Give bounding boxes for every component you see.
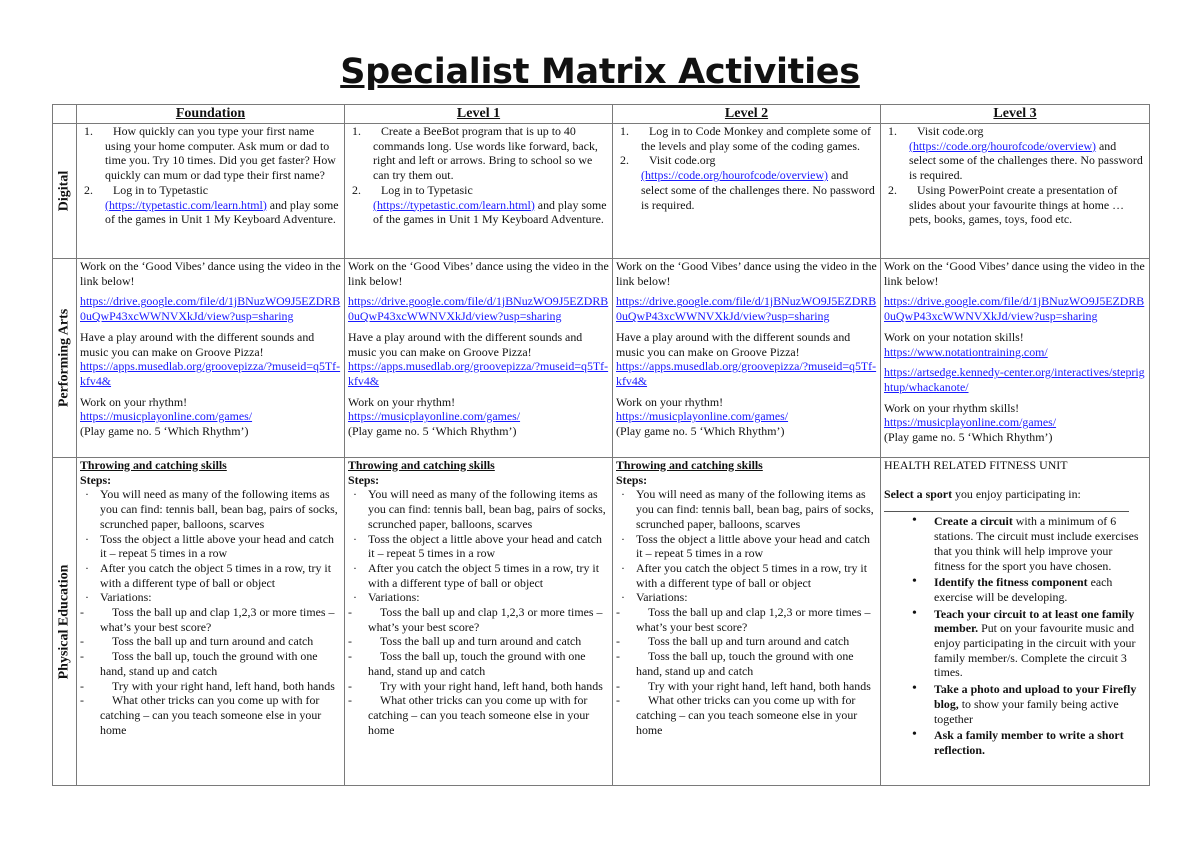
arts-level-1: Work on the ‘Good Vibes’ dance using the video in the link below! https://drive.google.com/file/d/1jBNuzWO9J5EZDRB0uQwP43xcWWNVXkJd/view?usp=sharing Have a play around with the different sounds and music you can make on Groove Pizza! https://apps.musedlab.org/groovepizza/?museid=q5Tf-kfv4& Work on your rhythm! https://musicplayonline.com/games/ (Play game no. 5 ‘Which Rhythm’) bbox=[345, 259, 613, 458]
list-item: - Try with your right hand, left hand, both hands bbox=[348, 678, 603, 693]
corner-cell bbox=[53, 105, 77, 124]
code-org-link[interactable]: (https://code.org/hourofcode/overview) bbox=[641, 168, 829, 183]
list-item: - Try with your right hand, left hand, both hands bbox=[80, 678, 335, 693]
list-item: · Variations: bbox=[85, 590, 152, 605]
list-item: · Toss the object a little above your head and catch it – repeat 5 times in a row bbox=[621, 531, 870, 561]
list-item: · After you catch the object 5 times in a row, try it with a different type of ball or object bbox=[85, 560, 332, 590]
pe-level-3: HEALTH RELATED FITNESS UNIT Select a sport you enjoy participating in: • Create a circuit with a minimum of 6 stations. The circuit must include exercises that you think will help improve your fitness for the sport you have chosen. • Identify the fitness component each exercise will be developing. • Teach your circuit to at least one family member. Put on your favourite music and enjoy participating in the circuit with your family member/s. Complete the circuit 3 times. • Take a photo and upload to your Firefly blog, to show your family being active together • Ask a family member to write a short reflection. bbox=[881, 458, 1150, 786]
list-item: · You will need as many of the following items as you can find: tennis ball, bean bag, pairs of socks, scrunched paper, balloons, scarves bbox=[621, 487, 874, 531]
digital-level-1: 1. Create a BeeBot program that is up to 40 commands long. Use words like forward, back, right and left or arrows. Bring to school so we can try them out. 2. Log in to Typetasic (https://typetastic.com/learn.html) and play some of the games in Unit 1 My Keyboard Adventure. bbox=[345, 124, 613, 259]
row-header-performing-arts: Performing Arts bbox=[53, 259, 77, 458]
digital-foundation: 1. How quickly can you type your first name using your home computer. Ask mum or dad to time you. Try 10 times. Did you get faster? How quickly can mum or dad type their first name? 2. Log in to Typetastic (https://typetastic.com/learn.html) and play some of the games in Unit 1 My Keyboard Adventure. bbox=[77, 124, 345, 259]
pe-foundation bbox=[77, 458, 345, 786]
arts-level-2: Work on the ‘Good Vibes’ dance using the video in the link below! https://drive.google.com/file/d/1jBNuzWO9J5EZDRB0uQwP43xcWWNVXkJd/view?usp=sharing Have a play around with the different sounds and music you can make on Groove Pizza! https://apps.musedlab.org/groovepizza/?museid=q5Tf-kfv4& Work on your rhythm! https://musicplayonline.com/games/ (Play game no. 5 ‘Which Rhythm’) bbox=[613, 259, 881, 458]
list-item: - Toss the ball up and turn around and catch bbox=[616, 634, 850, 649]
rhythm-games-link[interactable]: https://musicplayonline.com/games/ bbox=[80, 409, 253, 424]
activity-matrix bbox=[52, 104, 1150, 786]
digital-level-2: 1. Log in to Code Monkey and complete some of the levels and play some of the coding games. 2. Visit code.org (https://code.org/hourofcode/overview) and select some of the challenges there. No password is required. bbox=[613, 124, 881, 259]
notation-training-link[interactable]: https://www.notationtraining.com/ bbox=[884, 344, 1048, 359]
steps-label: Steps: bbox=[616, 472, 648, 487]
dance-video-link[interactable]: https://drive.google.com/file/d/1jBNuzWO9J5EZDRB0uQwP43xcWWNVXkJd/view?usp=sharing bbox=[616, 294, 877, 324]
list-item: - What other tricks can you come up with for catching – can you teach someone else in your home bbox=[80, 693, 322, 737]
pe-heading: Throwing and catching skills bbox=[80, 458, 227, 472]
rhythm-games-link[interactable]: https://musicplayonline.com/games/ bbox=[616, 409, 789, 424]
list-item: · Toss the object a little above your head and catch it – repeat 5 times in a row bbox=[85, 531, 334, 561]
list-item: • Take a photo and upload to your Firefly blog, to show your family being active together bbox=[934, 682, 1146, 726]
arts-foundation: Work on the ‘Good Vibes’ dance using the video in the link below! https://drive.google.com/file/d/1jBNuzWO9J5EZDRB0uQwP43xcWWNVXkJd/view?usp=sharing Have a play around with the different sounds and music you can make on Groove Pizza! https://apps.musedlab.org/groovepizza/?museid=q5Tf-kfv4& Work on your rhythm! https://musicplayonline.com/games/ (Play game no. 5 ‘Which Rhythm’) bbox=[77, 259, 345, 458]
list-item: · You will need as many of the following items as you can find: tennis ball, bean bag, pairs of socks, scrunched paper, balloons, scarves bbox=[353, 487, 606, 531]
typetastic-link[interactable]: (https://typetastic.com/learn.html) bbox=[373, 197, 535, 212]
dance-video-link[interactable]: https://drive.google.com/file/d/1jBNuzWO9J5EZDRB0uQwP43xcWWNVXkJd/view?usp=sharing bbox=[348, 294, 609, 324]
row-header-digital: Digital bbox=[53, 124, 77, 259]
list-item: - Toss the ball up and turn around and catch bbox=[348, 634, 582, 649]
list-item: · Variations: bbox=[621, 590, 688, 605]
steps-label: Steps: bbox=[348, 472, 380, 487]
pe-heading: Throwing and catching skills bbox=[348, 458, 495, 472]
column-header-level-3: Level 3 bbox=[881, 105, 1150, 124]
steps-label: Steps: bbox=[80, 472, 112, 487]
column-header-level-1: Level 1 bbox=[345, 105, 613, 124]
page-title: Specialist Matrix Activities bbox=[340, 52, 860, 92]
whackanote-link[interactable]: https://artsedge.kennedy-center.org/interactives/steprightup/whackanote/ bbox=[884, 365, 1145, 394]
list-item: · After you catch the object 5 times in a row, try it with a different type of ball or object bbox=[621, 560, 868, 590]
groove-pizza-link[interactable]: https://apps.musedlab.org/groovepizza/?museid=q5Tf-kfv4& bbox=[80, 359, 341, 388]
groove-pizza-link[interactable]: https://apps.musedlab.org/groovepizza/?museid=q5Tf-kfv4& bbox=[348, 359, 609, 388]
list-item: - Toss the ball up, touch the ground with one hand, stand up and catch bbox=[348, 649, 586, 678]
list-item: - Toss the ball up and clap 1,2,3 or more times – what’s your best score? bbox=[80, 605, 335, 634]
list-item: · Variations: bbox=[353, 590, 420, 605]
list-item: · You will need as many of the following items as you can find: tennis ball, bean bag, pairs of socks, scrunched paper, balloons, scarves bbox=[85, 487, 338, 531]
code-org-link[interactable]: (https://code.org/hourofcode/overview) bbox=[909, 138, 1097, 153]
arts-level-3: Work on the ‘Good Vibes’ dance using the video in the link below! https://drive.google.com/file/d/1jBNuzWO9J5EZDRB0uQwP43xcWWNVXkJd/view?usp=sharing Work on your notation skills! https://www.notationtraining.com/ https://artsedge.kennedy-center.org/interactives/steprightup/whackanote/ Work on your rhythm skills! https://musicplayonline.com/games/ (Play game no. 5 ‘Which Rhythm’) bbox=[881, 259, 1150, 458]
list-item: - Toss the ball up and clap 1,2,3 or more times – what’s your best score? bbox=[348, 605, 603, 634]
typetastic-link[interactable]: (https://typetastic.com/learn.html) bbox=[105, 197, 267, 212]
rhythm-games-link[interactable]: https://musicplayonline.com/games/ bbox=[884, 415, 1057, 430]
list-item: - Toss the ball up and clap 1,2,3 or more times – what’s your best score? bbox=[616, 605, 871, 634]
column-header-level-2: Level 2 bbox=[613, 105, 881, 124]
list-item: - Toss the ball up, touch the ground with one hand, stand up and catch bbox=[616, 649, 854, 678]
rhythm-games-link[interactable]: https://musicplayonline.com/games/ bbox=[348, 409, 521, 424]
list-item: • Teach your circuit to at least one family member. Put on your favourite music and enjoy participating in the circuit with your family member/s. Complete the circuit 3 times. bbox=[934, 607, 1146, 681]
list-item: - What other tricks can you come up with for catching – can you teach someone else in your home bbox=[348, 693, 590, 737]
row-header-physical-education: Physical Education bbox=[53, 458, 77, 786]
list-item: - Try with your right hand, left hand, both hands bbox=[616, 678, 871, 693]
pe-level-1 bbox=[345, 458, 613, 786]
fitness-unit-heading: HEALTH RELATED FITNESS UNIT bbox=[884, 458, 1068, 472]
list-item: • Create a circuit with a minimum of 6 stations. The circuit must include exercises that you think will help improve your fitness for the sport you have chosen. bbox=[934, 514, 1146, 573]
list-item: • Ask a family member to write a short reflection. bbox=[934, 728, 1146, 757]
list-item: - Toss the ball up, touch the ground with one hand, stand up and catch bbox=[80, 649, 318, 678]
list-item: · Toss the object a little above your head and catch it – repeat 5 times in a row bbox=[353, 531, 602, 561]
column-header-foundation: Foundation bbox=[77, 105, 345, 124]
groove-pizza-link[interactable]: https://apps.musedlab.org/groovepizza/?museid=q5Tf-kfv4& bbox=[616, 359, 877, 388]
list-item: · After you catch the object 5 times in a row, try it with a different type of ball or object bbox=[353, 560, 600, 590]
dance-video-link[interactable]: https://drive.google.com/file/d/1jBNuzWO9J5EZDRB0uQwP43xcWWNVXkJd/view?usp=sharing bbox=[884, 294, 1145, 324]
list-item: - What other tricks can you come up with for catching – can you teach someone else in your home bbox=[616, 693, 858, 737]
list-item: • Identify the fitness component each exercise will be developing. bbox=[934, 575, 1146, 604]
pe-level-2 bbox=[613, 458, 881, 786]
list-item: - Toss the ball up and turn around and catch bbox=[80, 634, 314, 649]
answer-line bbox=[884, 501, 1129, 512]
digital-level-3: 1. Visit code.org (https://code.org/hourofcode/overview) and select some of the challenges there. No password is required. 2. Using PowerPoint create a presentation of slides about your favourite things at home … pets, books, games, toys, food etc. bbox=[881, 124, 1150, 259]
fitness-tasks-list bbox=[884, 514, 1146, 757]
dance-video-link[interactable]: https://drive.google.com/file/d/1jBNuzWO9J5EZDRB0uQwP43xcWWNVXkJd/view?usp=sharing bbox=[80, 294, 341, 324]
pe-heading: Throwing and catching skills bbox=[616, 458, 763, 472]
